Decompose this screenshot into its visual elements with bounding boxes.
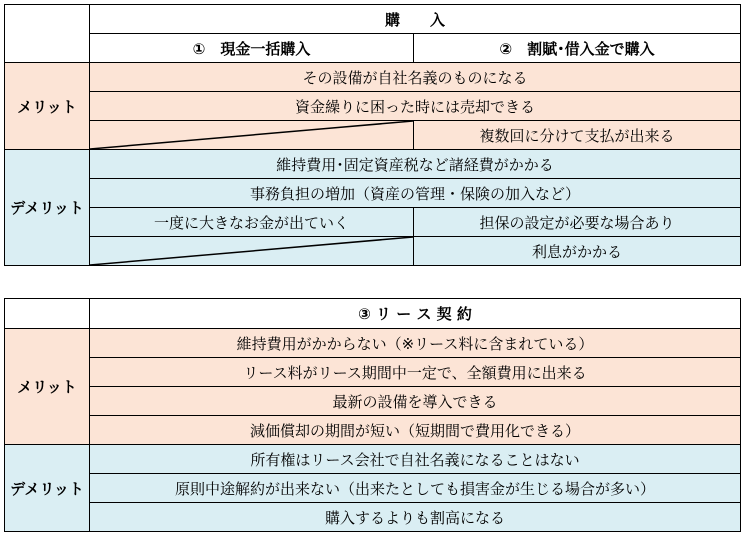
option2-header: ② 割賦･借入金で購入 (414, 34, 741, 63)
lease-merit-row-1: 維持費用がかからない（※リース料に含まれている） (90, 329, 741, 358)
lease-table (4, 298, 741, 532)
corner-cell (5, 299, 90, 329)
merit-row-2: 資金繰りに困った時には売却できる (90, 92, 741, 121)
demerit-row-4-diagonal-cell (90, 237, 414, 266)
diagonal-line (90, 121, 413, 149)
demerit-row-2: 事務負担の増加（資産の管理・保険の加入など） (90, 179, 741, 208)
lease-merit-row-3: 最新の設備を導入できる (90, 387, 741, 416)
merit-label: メリット (5, 63, 90, 150)
lease-merit-row-4: 減価償却の期間が短い（短期間で費用化できる） (90, 416, 741, 445)
lease-header: ③ リ ー ス 契 約 (90, 299, 741, 329)
merit-row-3-diagonal-cell (90, 121, 414, 150)
lease-demerit-row-2: 原則中途解約が出来ない（出来たとしても損害金が生じる場合が多い） (90, 474, 741, 503)
purchase-header: 購 入 (90, 5, 741, 34)
lease-demerit-row-1: 所有権はリース会社で自社名義になることはない (90, 445, 741, 474)
diagonal-line (90, 237, 413, 265)
demerit-row-1: 維持費用･固定資産税など諸経費がかかる (90, 150, 741, 179)
option1-header: ① 現金一括購入 (90, 34, 414, 63)
merit-label: メリット (5, 329, 90, 445)
demerit-row-4-right: 利息がかかる (414, 237, 741, 266)
demerit-label: デメリット (5, 445, 90, 532)
demerit-row-3-right: 担保の設定が必要な場合あり (414, 208, 741, 237)
demerit-row-3-left: 一度に大きなお金が出ていく (90, 208, 414, 237)
lease-merit-row-2: リース料がリース期間中一定で、全額費用に出来る (90, 358, 741, 387)
purchase-comparison-table (4, 4, 741, 266)
demerit-label: デメリット (5, 150, 90, 266)
merit-row-1: その設備が自社名義のものになる (90, 63, 741, 92)
merit-row-3-right: 複数回に分けて支払が出来る (414, 121, 741, 150)
corner-cell (5, 5, 90, 63)
lease-demerit-row-3: 購入するよりも割高になる (90, 503, 741, 532)
